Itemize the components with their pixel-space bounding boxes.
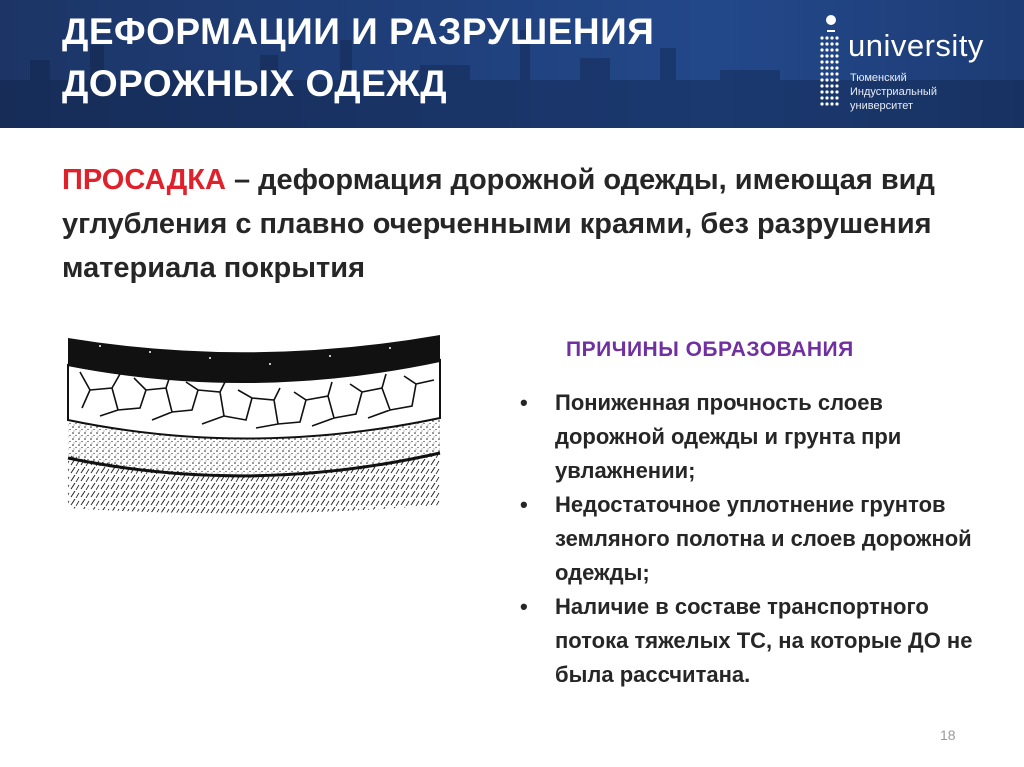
bullet-icon: • — [520, 594, 528, 619]
causes-heading: ПРИЧИНЫ ОБРАЗОВАНИЯ — [566, 338, 854, 361]
university-logo — [818, 14, 1008, 114]
cause-text: Недостаточное уплотнение грунтов земляного полотна и слоев дорожной одежды; — [555, 492, 972, 585]
causes-list — [510, 386, 990, 692]
definition-text: – деформация дорожной одежды, имеющая вид углубления с плавно очерченными краями, без разрушения материала покрытия — [62, 164, 935, 284]
cause-item — [510, 488, 990, 590]
logo-subtitle: Тюменский Индустриальный университет — [850, 72, 937, 112]
slide-title: ДЕФОРМАЦИИ И РАЗРУШЕНИЯ ДОРОЖНЫХ ОДЕЖД — [62, 11, 655, 104]
definition-paragraph — [62, 158, 962, 290]
cause-item — [510, 590, 990, 692]
cause-item — [510, 386, 990, 488]
cause-text: Пониженная прочность слоев дорожной одежды и грунта при увлажнении; — [555, 390, 902, 483]
cause-text: Наличие в составе транспортного потока тяжелых ТС, на которые ДО не была рассчитана. — [555, 594, 973, 687]
header-banner — [0, 0, 1024, 128]
logo-brand-text: university — [848, 28, 984, 63]
page-number: 18 — [940, 727, 956, 743]
logo-dots-icon — [818, 14, 844, 110]
bullet-icon: • — [520, 492, 528, 517]
definition-term: ПРОСАДКА — [62, 164, 226, 196]
bullet-icon: • — [520, 390, 528, 415]
road-settlement-diagram — [60, 330, 445, 515]
